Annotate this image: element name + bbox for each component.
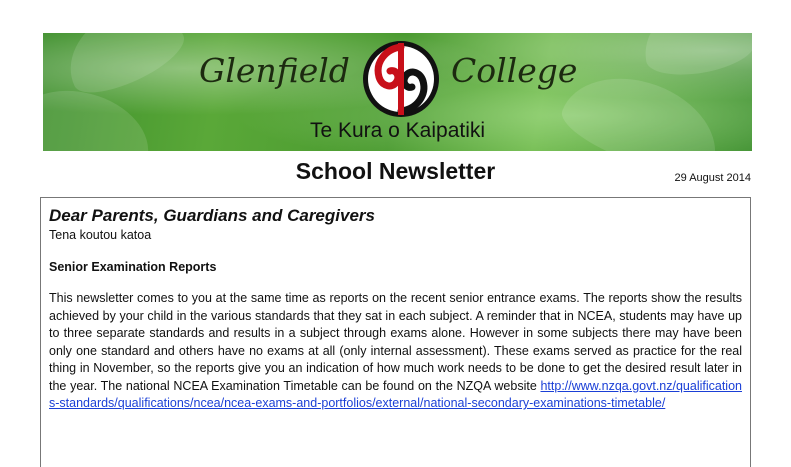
letter-content [40,197,751,467]
letter-paragraph [49,290,742,413]
brand-name-right: College [451,51,578,90]
newsletter-date: 29 August 2014 [674,172,751,184]
brand-name-left: Glenfield [199,51,350,90]
header-banner [43,33,752,151]
letter-salutation: Tena koutou katoa [49,228,152,242]
section-heading: Senior Examination Reports [49,260,217,274]
leaf-decoration [638,33,752,82]
college-motto: Te Kura o Kaipatiki [309,119,486,142]
newsletter-title: School Newsletter [295,158,496,184]
letter-greeting: Dear Parents, Guardians and Caregivers [49,206,375,225]
college-logo-icon [359,37,443,121]
paragraph-text: This newsletter comes to you at the same time as reports on the recent senior entrance exams. The reports show the results achieved by your child in the various standards that they sat in each subject. A reminder that in NCEA, students may have up to three separate standards and results in a subject through exams alone. However in some subjects there may have been only one standard and others have no exams at all (only internal assessment). These exams served as practice for the real thing in November, so the reports give you an indication of how much work needs to be done to get the desired result later in the year. The national NCEA Examination Timetable can be found on the NZQA website [49,291,742,393]
nzqa-timetable-link[interactable]: http://www.nzqa.govt.nz/qualifications-standards/qualifications/ncea/ncea-exams-and-portfolios/external/national-secondary-examinations-timetable/ [49,378,742,410]
